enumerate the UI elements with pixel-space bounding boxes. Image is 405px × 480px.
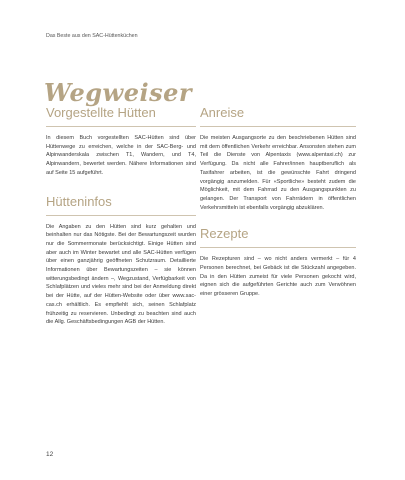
section-body-anreise: Die meisten Ausgangsorte zu den beschriebenen Hütten sind mit dem öffentlichen Verkehr erreichbar. Ansonsten stehen zum Teil die Dienste von Alpentaxis (www.alpentaxi.ch) zur Verfügung. Da nicht alle Fahrer/innen hauptberuflich als Taxifahrer arbeiten, ist die gewünschte Fahrt dringend vorgängig anzumelden. Für «Sportliche» besteht zudem die Möglichkeit, mit dem Fahrrad zu den Ausgangspunkten zu gelangen. Der Transport von Fahrrädern in öffentlichen Verkehrsmitteln ist ebenfalls vorgängig abzuklären. — [200, 135, 356, 211]
spacer — [46, 178, 196, 194]
section-rule — [46, 215, 196, 216]
section-rezepte — [200, 226, 356, 299]
left-column — [46, 105, 196, 327]
section-body-rezepte: Die Rezepturen sind – wo nicht anders vermerkt – für 4 Personen berechnet, bei Gebäck ist die Stückzahl angegeben. Da in den Hütten zumeist für viele Personen gekocht wird, eignen sich die aufgeführten Gerichte auch zum Verwöhnen einer grösseren Gruppe. — [200, 256, 356, 298]
section-body-hutteninfos: Die Angaben zu den Hütten sind kurz gehalten und beinhalten nur das Nötigste. Bei der Bewartungszeit wurden nur die Sommermonate berücksichtigt. Einige Hütten sind aber auch im Winter bewartet und alle SAC-Hütten verfügen über einen ganzjährig geöffneten Schutzraum. Detaillierte Informationen über Bewartungszeiten – sie können witterungsbedingt ändern –, Wegzustand, Verfügbarkeit von Schlafplätzen und vieles mehr sind bei der Anmeldung direkt bei der Hütte, auf der Hütten-Website oder über www.sac-cas.ch erhältlich. Es empfiehlt sich, seinen Schlafplatz frühzeitig zu reservieren. Unbedingt zu beachten sind auch die Allg. Geschäftsbedingungen AGB der Hütten. — [46, 223, 196, 326]
page-title: Wegweiser — [44, 78, 193, 108]
section-heading-rezepte: Rezepte — [200, 226, 249, 242]
section-heading-anreise: Anreise — [200, 105, 245, 120]
section-rule — [200, 247, 356, 248]
section-heading-vorgestellte-huetten: Vorgestellte Hütten — [46, 105, 156, 120]
spacer — [200, 212, 356, 226]
section-heading-hutteninfos: Hütteninfos — [46, 193, 112, 209]
section-body-vorgestellte-huetten: In diesem Buch vorgestellten SAC-Hütten sind über Hüttenwege zu erreichen, welche in der SAC-Berg- und Alpinwanderskala zwischen T1, Wandern, und T4, Alpinwandern, bewertet werden. Nähere Informationen sind auf Seite 15 aufgeführt. — [46, 135, 196, 176]
section-rule — [46, 126, 196, 127]
section-vorgestellte-huetten — [46, 105, 196, 178]
section-hutteninfos — [46, 194, 196, 327]
page-number: 12 — [46, 451, 54, 458]
running-head: Das Beste aus den SAC-Hüttenküchen — [46, 33, 138, 39]
section-anreise — [200, 105, 356, 212]
section-rule — [200, 126, 356, 127]
right-column — [200, 105, 356, 299]
